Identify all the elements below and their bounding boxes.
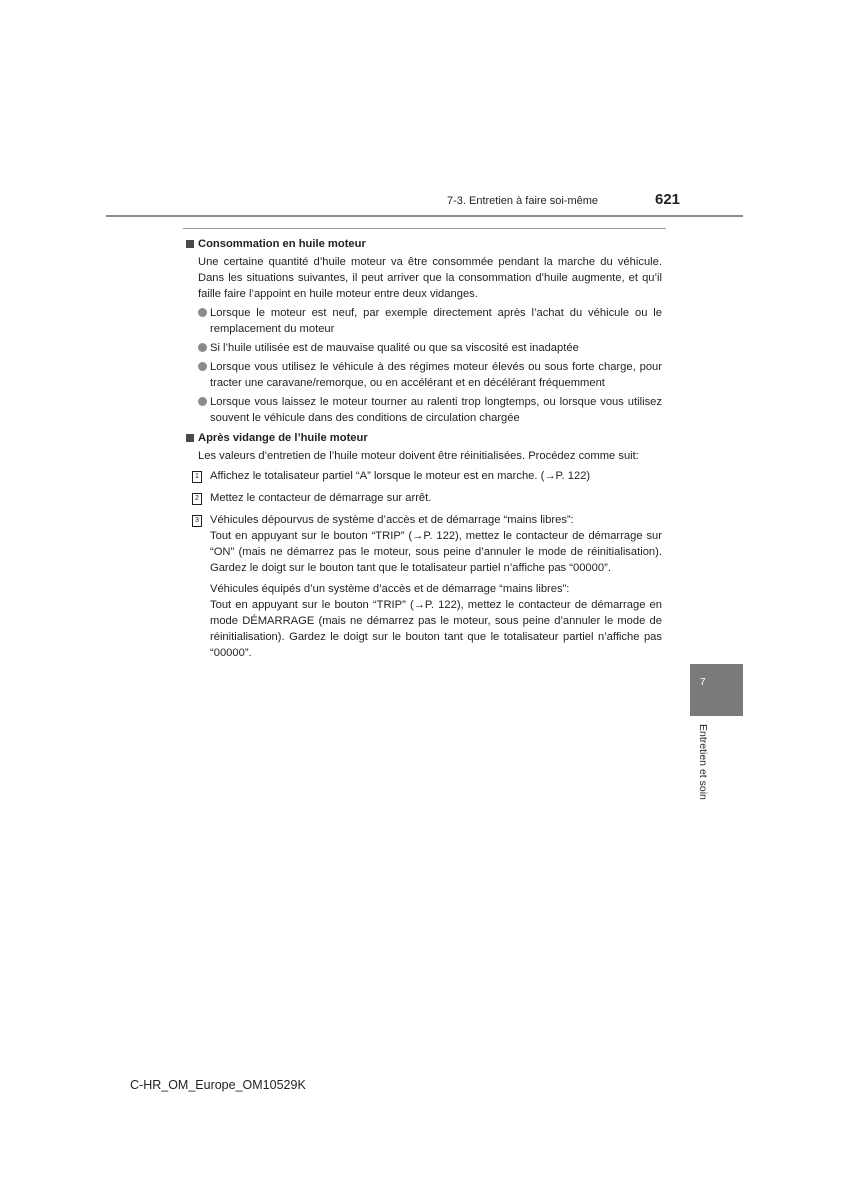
step-text: Affichez le totalisateur partiel “A” lorsque le moteur est en marche. (→P. 122) bbox=[210, 470, 591, 482]
step-number-box: 2 bbox=[192, 493, 202, 505]
content-rule bbox=[183, 228, 666, 229]
section-paragraph: Les valeurs d’entretien de l’huile moteur doivent être réinitialisées. Procédez comme suit: bbox=[198, 450, 639, 462]
page-number: 621 bbox=[655, 191, 681, 208]
circle-bullet-icon bbox=[198, 397, 207, 406]
header-rule bbox=[106, 215, 743, 217]
square-bullet-icon bbox=[186, 434, 194, 442]
list-item-text: Lorsque le moteur est neuf, par exemple directement après l’achat du véhicule ou le remplacement du moteur bbox=[210, 307, 662, 335]
step-item bbox=[192, 512, 662, 661]
circle-bullet-icon bbox=[198, 343, 207, 352]
list-item bbox=[198, 359, 662, 391]
list-item-text: Lorsque vous laissez le moteur tourner au ralenti trop longtemps, ou lorsque vous utilisez souvent le véhicule dans des conditions de circulation chargée bbox=[210, 396, 662, 424]
step-item bbox=[192, 490, 662, 506]
circle-bullet-icon bbox=[198, 308, 207, 317]
section-heading-text: Après vidange de l’huile moteur bbox=[198, 432, 368, 444]
header-section-title: 7-3. Entretien à faire soi-même bbox=[447, 195, 599, 207]
document-code: C-HR_OM_Europe_OM10529K bbox=[130, 1078, 306, 1092]
list-item bbox=[198, 305, 662, 337]
list-item bbox=[198, 394, 662, 426]
step-subheading: Véhicules équipés d’un système d’accès et de démarrage “mains libres”: bbox=[210, 583, 570, 595]
step-number-box: 1 bbox=[192, 471, 202, 483]
step-body bbox=[210, 512, 662, 661]
page-content bbox=[186, 236, 662, 661]
step-text: Mettez le contacteur de démarrage sur arrêt. bbox=[210, 492, 432, 504]
step-item bbox=[192, 468, 662, 484]
step-text: Tout en appuyant sur le bouton “TRIP” (→P. 122), mettez le contacteur de démarrage en mode DÉMARRAGE (mais ne démarrez pas le moteur, sous peine d’annuler le mode de réinitialisation). Gardez le doigt sur le bouton tant que le totalisateur partiel n’affiche pas “00000”. bbox=[210, 599, 662, 659]
square-bullet-icon bbox=[186, 240, 194, 248]
chapter-label: Entretien et soin bbox=[697, 724, 709, 800]
list-item bbox=[198, 340, 662, 356]
section-heading-after-oil-change bbox=[186, 430, 662, 446]
section-paragraph: Une certaine quantité d’huile moteur va être consommée pendant la marche du véhicule. Dans les situations suivantes, il peut arriver que la consommation d’huile augmente, et qu’il faille faire l’appoint en huile moteur entre deux vidanges. bbox=[198, 256, 662, 300]
list-item-text: Si l’huile utilisée est de mauvaise qualité ou que sa viscosité est inadaptée bbox=[210, 342, 579, 354]
list-item-text: Lorsque vous utilisez le véhicule à des régimes moteur élevés ou sous forte charge, pour tracter une caravane/remorque, ou en accélérant et en décélérant fréquemment bbox=[210, 361, 662, 389]
section-heading-text: Consommation en huile moteur bbox=[198, 238, 366, 250]
chapter-number: 7 bbox=[700, 677, 706, 688]
chapter-tab bbox=[690, 664, 743, 716]
step-text: Tout en appuyant sur le bouton “TRIP” (→P. 122), mettez le contacteur de démarrage sur “ON” (mais ne démarrez pas le moteur, sous peine d’annuler le mode de réinitialisation). Gardez le doigt sur le bouton tant que le totalisateur partiel n’affiche pas “00000”. bbox=[210, 530, 662, 574]
circle-bullet-icon bbox=[198, 362, 207, 371]
step-number-box: 3 bbox=[192, 515, 202, 527]
section-heading-oil-consumption bbox=[186, 236, 662, 252]
step-subheading: Véhicules dépourvus de système d’accès et de démarrage “mains libres”: bbox=[210, 514, 574, 526]
